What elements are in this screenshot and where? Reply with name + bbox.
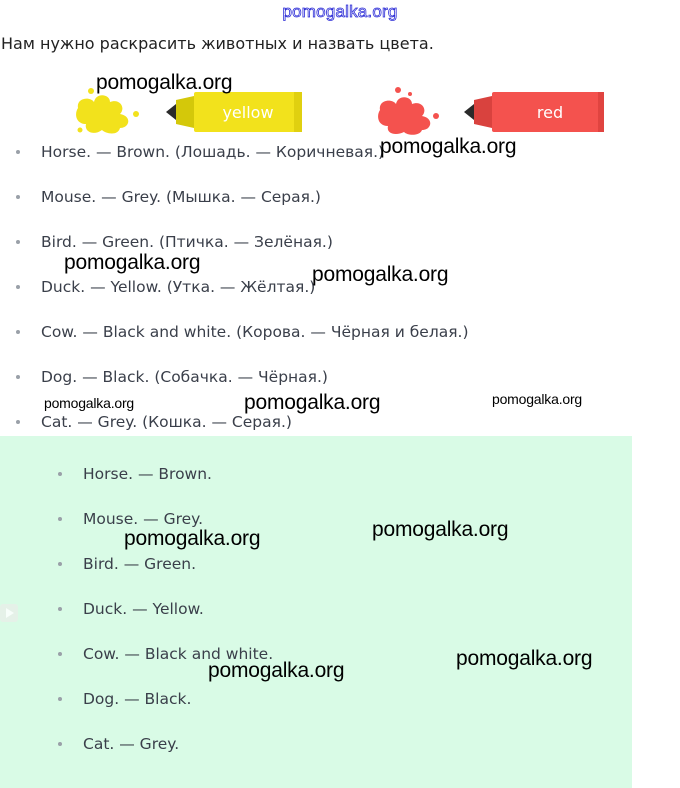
- watermark: pomogalka.org: [64, 251, 201, 274]
- list-item-text: Mouse. — Grey. (Мышка. — Серая.): [41, 188, 321, 206]
- bullet-icon: [16, 285, 20, 289]
- list-item: [14, 355, 469, 400]
- bullet-icon: [58, 607, 62, 611]
- bullet-icon: [58, 472, 62, 476]
- bullet-icon: [58, 517, 62, 521]
- bullet-icon: [58, 697, 62, 701]
- bullet-icon: [16, 150, 20, 154]
- list-item-text: Dog. — Black. (Собачка. — Чёрная.): [41, 368, 328, 386]
- list-item: [14, 175, 469, 220]
- answer-box: [0, 436, 632, 788]
- list-item: [56, 587, 273, 632]
- bullet-icon: [16, 240, 20, 244]
- list-item-text: Horse. — Brown.: [83, 465, 212, 483]
- bullet-icon: [16, 420, 20, 424]
- list-item-text: Duck. — Yellow. (Утка. — Жёлтая.): [41, 278, 316, 296]
- watermark: pomogalka.org: [244, 391, 381, 414]
- list-item-text: Bird. — Green. (Птичка. — Зелёная.): [41, 233, 333, 251]
- watermark: pomogalka.org: [312, 263, 449, 286]
- list-item-text: Cat. — Grey. (Кошка. — Серая.): [41, 413, 292, 431]
- bullet-icon: [16, 330, 20, 334]
- yellow-label: yellow: [222, 103, 274, 122]
- watermark: pomogalka.org: [372, 518, 509, 541]
- list-item-text: Dog. — Black.: [83, 690, 192, 708]
- audio-play-button[interactable]: [0, 604, 18, 622]
- bullet-icon: [58, 562, 62, 566]
- list-item-text: Duck. — Yellow.: [83, 600, 204, 618]
- list-item-text: Cat. — Grey.: [83, 735, 180, 753]
- bullet-icon: [58, 652, 62, 656]
- bullet-icon: [16, 375, 20, 379]
- watermark: pomogalka.org: [492, 391, 583, 407]
- english-answer-list: [56, 452, 273, 767]
- red-paint-splash-icon: [378, 87, 439, 135]
- watermark: pomogalka.org: [208, 659, 345, 682]
- list-item: [56, 452, 273, 497]
- list-item-text: Cow. — Black and white.: [83, 645, 274, 663]
- bullet-icon: [16, 195, 20, 199]
- list-item-text: Mouse. — Grey.: [83, 510, 204, 528]
- watermark: pomogalka.org: [380, 135, 517, 158]
- list-item-text: Cow. — Black and white. (Корова. — Чёрная и белая.): [41, 323, 469, 341]
- red-label: red: [536, 103, 564, 122]
- watermark: pomogalka.org: [124, 527, 261, 550]
- bullet-icon: [58, 742, 62, 746]
- intro-text: Нам нужно раскрасить животных и назвать цвета.: [1, 34, 434, 53]
- list-item: [56, 722, 273, 767]
- list-item-text: Bird. — Green.: [83, 555, 197, 573]
- list-item-text: Horse. — Brown. (Лошадь. — Коричневая.): [41, 143, 385, 161]
- list-item: [56, 677, 273, 722]
- header-watermark: pomogalka.org: [282, 2, 398, 21]
- play-icon: [0, 604, 18, 622]
- watermark: pomogalka.org: [44, 395, 135, 411]
- watermark: pomogalka.org: [456, 647, 593, 670]
- list-item: [14, 310, 469, 355]
- watermark: pomogalka.org: [96, 71, 233, 94]
